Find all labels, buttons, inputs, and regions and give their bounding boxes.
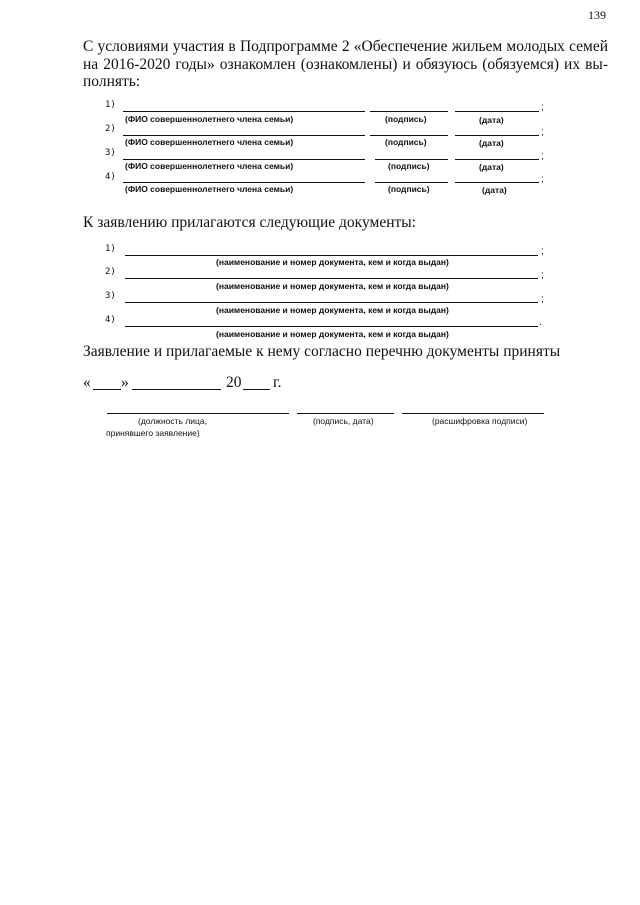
- fio-field-3[interactable]: [123, 159, 365, 160]
- date-caption: (дата): [479, 115, 504, 125]
- document-caption: (наименование и номер документа, кем и когда выдан): [216, 257, 449, 267]
- signature-caption: (подпись): [388, 184, 430, 194]
- end-mark: ;: [541, 294, 544, 305]
- row-number: 3): [105, 148, 116, 158]
- date-caption: (дата): [479, 162, 504, 172]
- year-field[interactable]: [243, 389, 270, 390]
- document-row-2: [105, 267, 545, 281]
- row-number: 3): [105, 291, 116, 301]
- row-number: 4): [105, 315, 116, 325]
- fio-caption: (ФИО совершеннолетнего члена семьи): [125, 137, 294, 147]
- fio-field-2[interactable]: [123, 135, 365, 136]
- row-number: 1): [105, 244, 116, 254]
- document-field-3[interactable]: [125, 302, 538, 303]
- signature-caption: (подпись): [385, 137, 427, 147]
- date-field-3[interactable]: [455, 159, 539, 160]
- row-number: 2): [105, 124, 116, 134]
- end-mark: ;: [541, 102, 544, 113]
- day-field[interactable]: [93, 389, 121, 390]
- document-caption: (наименование и номер документа, кем и когда выдан): [216, 305, 449, 315]
- date-caption: (дата): [482, 185, 507, 195]
- document-caption: (наименование и номер документа, кем и когда выдан): [216, 281, 449, 291]
- page-number: 139: [588, 8, 606, 22]
- year-prefix: 20: [226, 374, 242, 391]
- fio-caption: (ФИО совершеннолетнего члена семьи): [125, 184, 294, 194]
- row-number: 2): [105, 267, 116, 277]
- official-signature-field[interactable]: [297, 413, 394, 414]
- row-number: 1): [105, 100, 116, 110]
- document-row-3: [105, 291, 545, 305]
- signature-caption: (подпись): [385, 114, 427, 124]
- position-caption-line-2: принявшего заявление): [106, 428, 200, 438]
- document-row-1: [105, 244, 545, 258]
- document-row-4: [105, 315, 545, 329]
- fio-field-4[interactable]: [123, 182, 365, 183]
- accepted-text: Заявление и прилагаемые к нему согласно перечню документы приняты: [83, 343, 561, 360]
- document-field-1[interactable]: [125, 255, 538, 256]
- position-field[interactable]: [107, 413, 289, 414]
- document-field-2[interactable]: [125, 278, 538, 279]
- signature-date-caption: (подпись, дата): [313, 416, 374, 426]
- intro-line-1: С условиями участия в Подпрограмме 2 «Обеспечение жильем молодых семей: [83, 38, 608, 55]
- date-field-4[interactable]: [455, 182, 539, 183]
- end-mark: ;: [541, 127, 544, 138]
- fio-caption: (ФИО совершеннолетнего члена семьи): [125, 161, 294, 171]
- fio-field-1[interactable]: [123, 111, 365, 112]
- signer-row-2: [105, 124, 545, 138]
- month-field[interactable]: [132, 389, 221, 390]
- signature-field-4[interactable]: [375, 182, 448, 183]
- end-mark: ;: [541, 174, 544, 185]
- documents-heading: К заявлению прилагаются следующие документы:: [83, 214, 416, 231]
- signer-row-3: [105, 148, 545, 162]
- document-caption: (наименование и номер документа, кем и когда выдан): [216, 329, 449, 339]
- signature-caption: (подпись): [388, 161, 430, 171]
- document-field-4[interactable]: [125, 326, 538, 327]
- date-field-1[interactable]: [455, 111, 539, 112]
- signature-field-1[interactable]: [370, 111, 448, 112]
- date-field-2[interactable]: [455, 135, 539, 136]
- end-mark: ;: [541, 270, 544, 281]
- fio-caption: (ФИО совершеннолетнего члена семьи): [125, 114, 294, 124]
- end-mark: .: [539, 317, 542, 328]
- year-suffix: г.: [273, 374, 282, 391]
- signature-field-2[interactable]: [370, 135, 448, 136]
- end-mark: ;: [541, 246, 544, 257]
- intro-line-3: полнять:: [83, 73, 141, 90]
- row-number: 4): [105, 172, 116, 182]
- date-caption: (дата): [479, 138, 504, 148]
- position-caption-line-1: (должность лица,: [138, 416, 207, 426]
- open-quote: «: [83, 374, 91, 391]
- signature-field-3[interactable]: [375, 159, 448, 160]
- decoding-caption: (расшифровка подписи): [432, 416, 528, 426]
- decoding-field[interactable]: [402, 413, 544, 414]
- end-mark: ;: [541, 151, 544, 162]
- intro-line-2: на 2016-2020 годы» ознакомлен (ознакомлены) и обязуюсь (обязуемся) их вы-: [83, 56, 608, 73]
- close-quote: »: [121, 374, 129, 391]
- signer-row-1: [105, 100, 545, 114]
